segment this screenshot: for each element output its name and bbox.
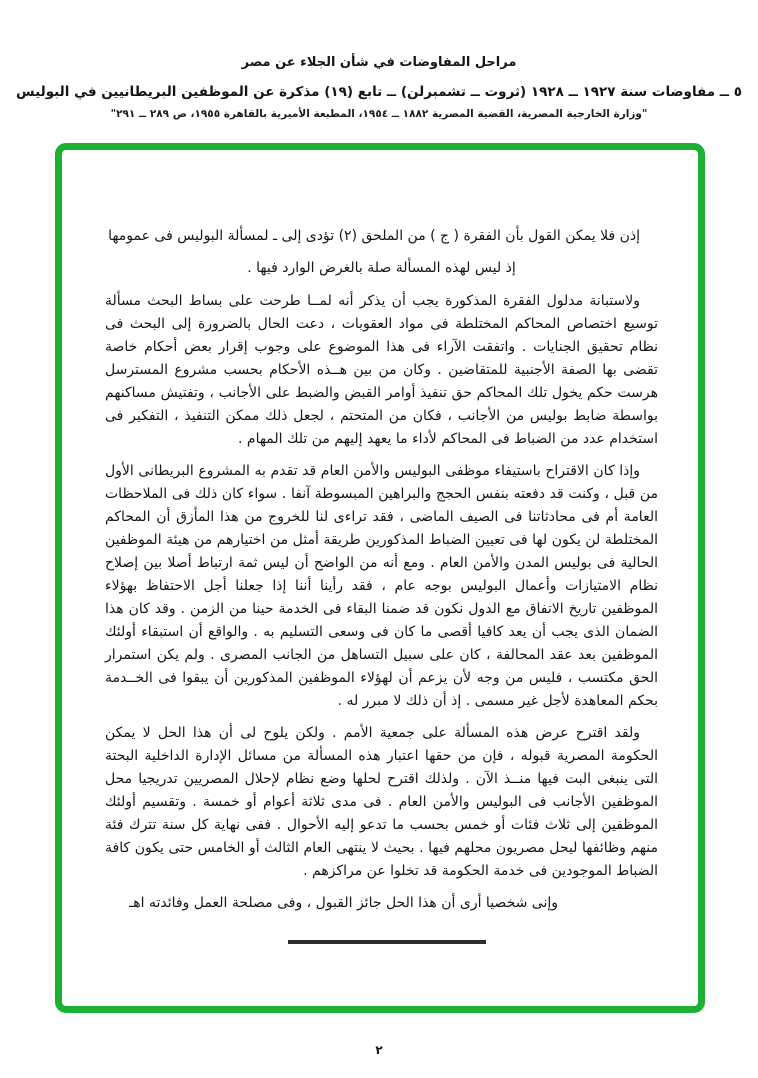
paragraph-closing: وإنى شخصيا أرى أن هذا الحل جائز القبول ، وفى مصلحة العمل وفائدته اهـ bbox=[129, 895, 558, 911]
scanned-text-block bbox=[105, 225, 658, 944]
paragraph-body: وإذا كان الاقتراح باستيفاء موظفى البوليس والأمن العام قد تقدم به المشروع البريطانى الأول من قبل ، وكنت قد دفعته بنفس الحجج والبراهين المبسوطة آنفا . سواء كان ذلك فى الملاحظات العامة أم فى محادثاتنا فى الصيف الماضى ، فقد تراءى لنا للخروج من هذا المأزق أن المحاكم المختلطة لن يكون لها فى تعيين الضباط المذكورين طريقة أمثل من اختيارهم من هيئة الموظفين الحالية فى بوليس المدن والأمن العام . ومع أنه من الواضح أن ليس ثمة ارتباط أصلا بين إصلاح نظام الامتيازات وأعمال البوليس بوجه عام ، فقد رأينا أننا إذا جعلنا أجل الاحتفاظ بهؤلاء الموظفين تاريخ الاتفاق مع الدول نكون قد ضمنا البقاء فى الخدمة حينا من الزمن . وقد كان هذا الضمان الذى يجب أن يعد كافيا أقصى ما كان فى وسعى التسليم به . والواقع أن استبقاء أولئك الموظفين بعد عقد المحالفة ، كان على سبيل التساهل من الجانب المصرى . ولم يكن استمرار الحق مكتسب ، فليس من وجه لأن يزعم أن لهؤلاء الموظفين المذكورين أن يبقوا فى الخــدمة بحكم المعاهدة لأجل غير مسمى . إذ أن ذلك لا مبرر له . bbox=[105, 463, 658, 709]
header-title: مراحل المفاوضات في شأن الجلاء عن مصر bbox=[241, 55, 517, 70]
page-number: ٢ bbox=[375, 1043, 383, 1057]
scan-highlight-frame bbox=[55, 143, 705, 1013]
header-subtitle: ٥ ــ مفاوضات سنة ١٩٢٧ ــ ١٩٢٨ (ثروت ــ تشمبرلن) ــ تابع (١٩) مذكرة عن الموظفين البريطانيين في البوليس bbox=[16, 84, 742, 100]
paragraph-opening: إذن فلا يمكن القول بأن الفقرة ( ج ) من الملحق (٢) تؤدى إلى ـ لمسألة البوليس فى عمومها bbox=[108, 228, 640, 244]
paragraph-body: ولقد اقترح عرض هذه المسألة على جمعية الأمم . ولكن يلوح لى أن هذا الحل لا يمكن الحكومة المصرية قبوله ، فإن من حقها اعتبار هذه المسألة من مسائل الإدارة الداخلية البحتة التى ينبغى البت فيها منــذ الآن . ولذلك اقترح لحلها وضع نظام لإحلال المصريين تدريجيا محل الموظفين الأجانب فى البوليس والأمن العام . فى مدى ثلاثة أعوام أو خمسة . وتقسيم أولئك الموظفين إلى ثلاث فئات أو خمس بحسب ما تدعو إليه الأحوال . ففى نهاية كل سنة تترك فئة منهم وظائفها ليحل مصريون محلهم فيها . بحيث لا ينتهى العام الثالث أو الخامس حتى يكون كافة الضباط الموجودين فى خدمة الحكومة قد تخلوا عن مراكزهم . bbox=[105, 725, 658, 879]
end-of-text-rule bbox=[288, 940, 486, 944]
paragraph-body: ولاستبانة مدلول الفقرة المذكورة يجب أن يذكر أنه لمــا طرحت على بساط البحث مسألة توسيع اختصاص المحاكم المختلطة فى مواد العقوبات ، دعت الحال بالضرورة إلى البحث فى نظام تحقيق الجنايات . واتفقت الآراء فى هذا الموضوع على وجوب إقرار بعض أحكام خاصة تقضى بها الصفة الأجنبية للمتقاضين . وكان من بين هــذه الأحكام بحسب مشروع المسترسل هرست حكم يخول تلك المحاكم حق تنفيذ أوامر القبض والضبط على الأجانب ، وتفتيش مساكنهم بواسطة ضابط بوليس من الأجانب ، فكان من المتحتم ، لجعل ذلك ممكن التنفيذ ، التفكير فى استخدام عدد من الضباط فى المحاكم لأداء ما يعهد إليهم من تلك المهام . bbox=[105, 293, 658, 447]
scanned-page-content bbox=[62, 150, 698, 1006]
header-source-citation: "وزارة الخارجية المصرية، القضية المصرية ١٨٨٢ ــ ١٩٥٤، المطبعة الأميرية بالقاهرة ١٩٥٥، ص ٢٨٩ ــ ٢٩١" bbox=[110, 108, 648, 120]
paragraph-opening-continuation: إذ ليس لهذه المسألة صلة بالغرض الوارد فيها . bbox=[247, 260, 516, 276]
